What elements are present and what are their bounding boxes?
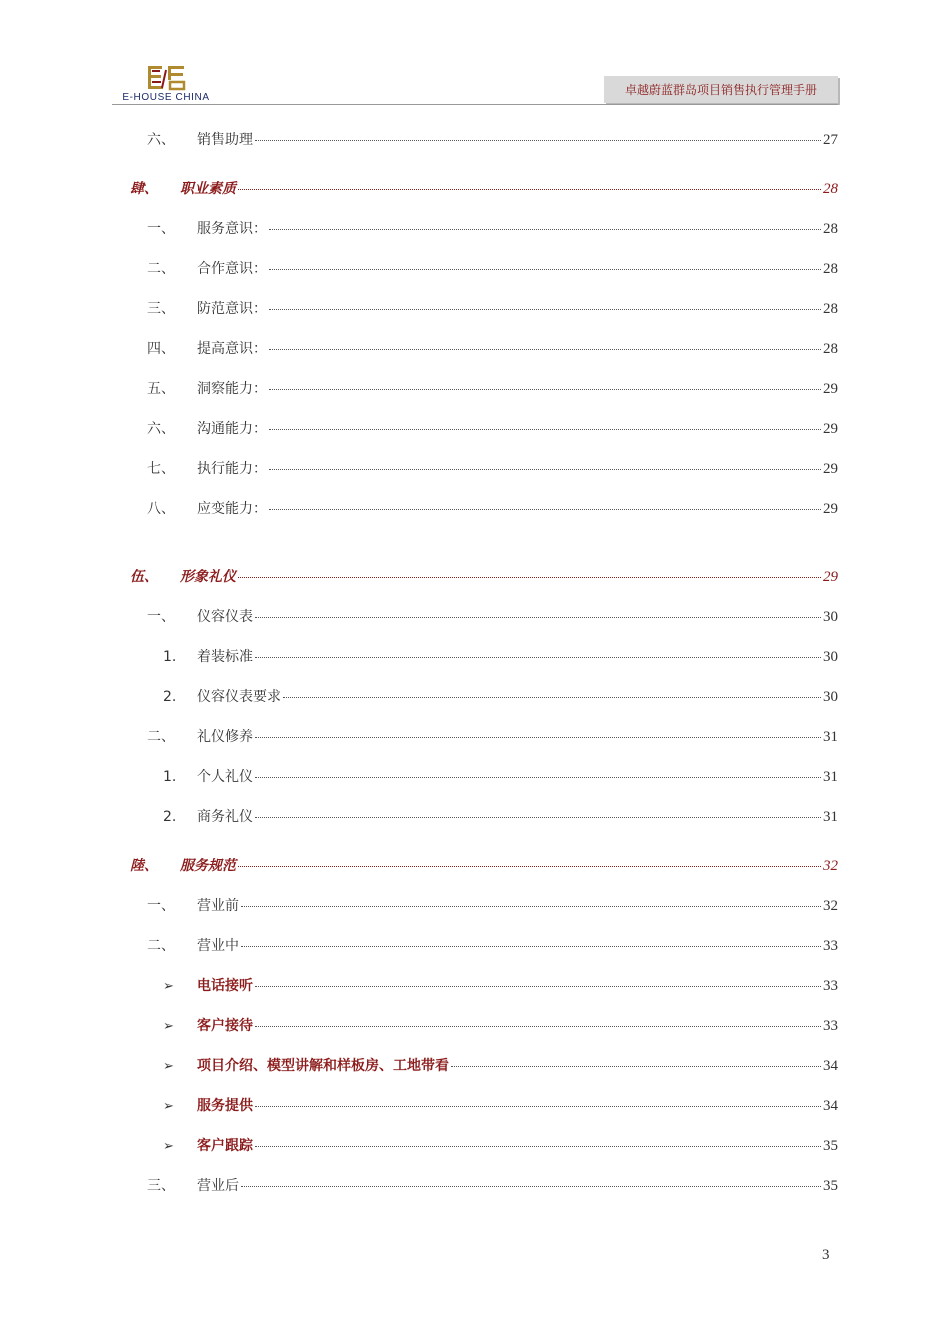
toc-dot-leader — [283, 697, 821, 698]
toc-entry-number: 三、 — [147, 1178, 175, 1194]
toc-entry-number: 七、 — [147, 461, 175, 477]
toc-entry[interactable] — [163, 1015, 838, 1037]
toc-entry[interactable] — [147, 218, 838, 240]
toc-entry[interactable] — [147, 378, 838, 400]
toc-entry[interactable] — [147, 418, 838, 440]
toc-entry-number: 八、 — [147, 501, 175, 517]
toc-entry-title: 销售助理 — [197, 132, 253, 148]
toc-entry-page: 28 — [823, 301, 838, 317]
toc-entry-title: 洞察能力： — [197, 381, 267, 397]
toc-entry-title: 提高意识： — [197, 341, 267, 357]
toc-entry-number: 伍、 — [130, 569, 158, 585]
toc-entry-title: 应变能力： — [197, 501, 267, 517]
toc-dot-leader — [269, 309, 821, 310]
toc-dot-leader — [269, 349, 821, 350]
toc-dot-leader — [255, 986, 821, 987]
toc-entry-title: 着装标准 — [197, 649, 253, 665]
toc-entry-page: 35 — [823, 1138, 838, 1154]
toc-entry[interactable] — [130, 566, 838, 588]
toc-entry-page: 29 — [823, 569, 838, 585]
toc-dot-leader — [238, 577, 821, 578]
toc-entry[interactable] — [147, 606, 838, 628]
toc-entry[interactable] — [163, 1095, 838, 1117]
toc-dot-leader — [255, 617, 821, 618]
toc-entry[interactable] — [163, 646, 838, 668]
toc-dot-leader — [238, 866, 821, 867]
toc-entry-page: 28 — [823, 261, 838, 277]
toc-entry[interactable] — [147, 458, 838, 480]
toc-entry-page: 30 — [823, 649, 838, 665]
toc-entry-title: 执行能力： — [197, 461, 267, 477]
toc-entry[interactable] — [147, 338, 838, 360]
toc-entry-title: 仪容仪表要求 — [197, 689, 281, 705]
toc-entry-number: 陸、 — [130, 858, 158, 874]
toc-entry-number: 二、 — [147, 261, 175, 277]
toc-entry[interactable] — [163, 1055, 838, 1077]
toc-entry[interactable] — [163, 975, 838, 997]
toc-entry-number: 三、 — [147, 301, 175, 317]
toc-entry-page: 34 — [823, 1058, 838, 1074]
toc-entry-title: 沟通能力： — [197, 421, 267, 437]
toc-dot-leader — [269, 509, 821, 510]
toc-entry-title: 形象礼仪 — [180, 569, 236, 585]
toc-entry[interactable] — [147, 298, 838, 320]
toc-entry-page: 32 — [823, 858, 838, 874]
toc-entry-page: 31 — [823, 809, 838, 825]
toc-entry-number: 2. — [163, 809, 177, 825]
logo-seal-icon — [144, 62, 188, 92]
toc-entry-title: 仪容仪表 — [197, 609, 253, 625]
logo-wordmark: E-HOUSE CHINA — [122, 92, 210, 103]
toc-entry-title: 客户接待 — [197, 1018, 253, 1034]
toc-entry-number: 四、 — [147, 341, 175, 357]
toc-entry-page: 28 — [823, 341, 838, 357]
toc-dot-leader — [269, 269, 821, 270]
toc-entry-number: 六、 — [147, 132, 175, 148]
toc-entry-title: 营业中 — [197, 938, 239, 954]
document-title-banner: 卓越蔚蓝群岛项目销售执行管理手册 — [604, 76, 838, 103]
toc-entry[interactable] — [130, 178, 838, 200]
toc-dot-leader — [255, 1106, 821, 1107]
toc-entry-number: 2. — [163, 689, 177, 705]
toc-dot-leader — [269, 429, 821, 430]
toc-entry-page: 33 — [823, 938, 838, 954]
bullet-arrow-icon: ➢ — [163, 1019, 174, 1034]
toc-entry-page: 30 — [823, 609, 838, 625]
toc-entry[interactable] — [163, 686, 838, 708]
toc-entry-page: 33 — [823, 1018, 838, 1034]
toc-entry-title: 服务规范 — [180, 858, 236, 874]
toc-entry[interactable] — [163, 766, 838, 788]
page-number: 3 — [822, 1247, 830, 1263]
toc-entry[interactable] — [147, 935, 838, 957]
toc-dot-leader — [255, 777, 821, 778]
toc-entry[interactable] — [147, 895, 838, 917]
toc-entry[interactable] — [147, 258, 838, 280]
bullet-arrow-icon: ➢ — [163, 1059, 174, 1074]
toc-dot-leader — [269, 469, 821, 470]
toc-entry-title: 服务意识： — [197, 221, 267, 237]
toc-entry-page: 28 — [823, 221, 838, 237]
toc-entry-page: 35 — [823, 1178, 838, 1194]
toc-entry-page: 32 — [823, 898, 838, 914]
toc-entry-page: 28 — [823, 181, 838, 197]
toc-entry-title: 个人礼仪 — [197, 769, 253, 785]
toc-dot-leader — [238, 189, 821, 190]
toc-entry-title: 电话接听 — [197, 978, 253, 994]
toc-entry-number: 1. — [163, 649, 177, 665]
toc-entry-title: 商务礼仪 — [197, 809, 253, 825]
toc-entry[interactable] — [163, 806, 838, 828]
toc-dot-leader — [241, 946, 821, 947]
toc-entry-title: 营业前 — [197, 898, 239, 914]
toc-dot-leader — [255, 1026, 821, 1027]
toc-entry[interactable] — [130, 855, 838, 877]
toc-dot-leader — [255, 1146, 821, 1147]
toc-dot-leader — [255, 737, 821, 738]
toc-entry-title: 营业后 — [197, 1178, 239, 1194]
toc-entry-page: 31 — [823, 729, 838, 745]
toc-entry-title: 项目介绍、模型讲解和样板房、工地带看 — [197, 1058, 449, 1074]
toc-dot-leader — [241, 1186, 821, 1187]
toc-entry-page: 34 — [823, 1098, 838, 1114]
toc-entry[interactable] — [163, 1135, 838, 1157]
toc-entry-title: 职业素质 — [180, 181, 236, 197]
toc-dot-leader — [255, 657, 821, 658]
toc-dot-leader — [241, 906, 821, 907]
toc-entry-number: 一、 — [147, 609, 175, 625]
toc-dot-leader — [255, 140, 821, 141]
toc-dot-leader — [269, 229, 821, 230]
toc-entry[interactable] — [147, 726, 838, 748]
toc-entry-page: 29 — [823, 501, 838, 517]
toc-entry-page: 31 — [823, 769, 838, 785]
bullet-arrow-icon: ➢ — [163, 1099, 174, 1114]
toc-entry-page: 29 — [823, 381, 838, 397]
toc-entry-number: 一、 — [147, 221, 175, 237]
toc-entry-number: 二、 — [147, 729, 175, 745]
toc-entry-title: 礼仪修养 — [197, 729, 253, 745]
toc-entry-number: 1. — [163, 769, 177, 785]
toc-entry-page: 27 — [823, 132, 838, 148]
toc-entry-title: 服务提供 — [197, 1098, 253, 1114]
toc-entry-page: 29 — [823, 421, 838, 437]
toc-entry-number: 二、 — [147, 938, 175, 954]
toc-entry-page: 30 — [823, 689, 838, 705]
toc-entry-number: 肆、 — [130, 181, 158, 197]
toc-entry[interactable] — [147, 1175, 838, 1197]
toc-entry-title: 合作意识： — [197, 261, 267, 277]
toc-entry[interactable] — [147, 129, 838, 151]
toc-entry-title: 客户跟踪 — [197, 1138, 253, 1154]
toc-entry-number: 五、 — [147, 381, 175, 397]
toc-entry-title: 防范意识： — [197, 301, 267, 317]
bullet-arrow-icon: ➢ — [163, 979, 174, 994]
header-divider — [112, 104, 838, 105]
toc-entry-number: 一、 — [147, 898, 175, 914]
toc-dot-leader — [269, 389, 821, 390]
bullet-arrow-icon: ➢ — [163, 1139, 174, 1154]
toc-entry[interactable] — [147, 498, 838, 520]
toc-dot-leader — [255, 817, 821, 818]
toc-entry-page: 33 — [823, 978, 838, 994]
toc-dot-leader — [451, 1066, 821, 1067]
toc-entry-page: 29 — [823, 461, 838, 477]
company-logo — [112, 62, 220, 104]
toc-entry-number: 六、 — [147, 421, 175, 437]
